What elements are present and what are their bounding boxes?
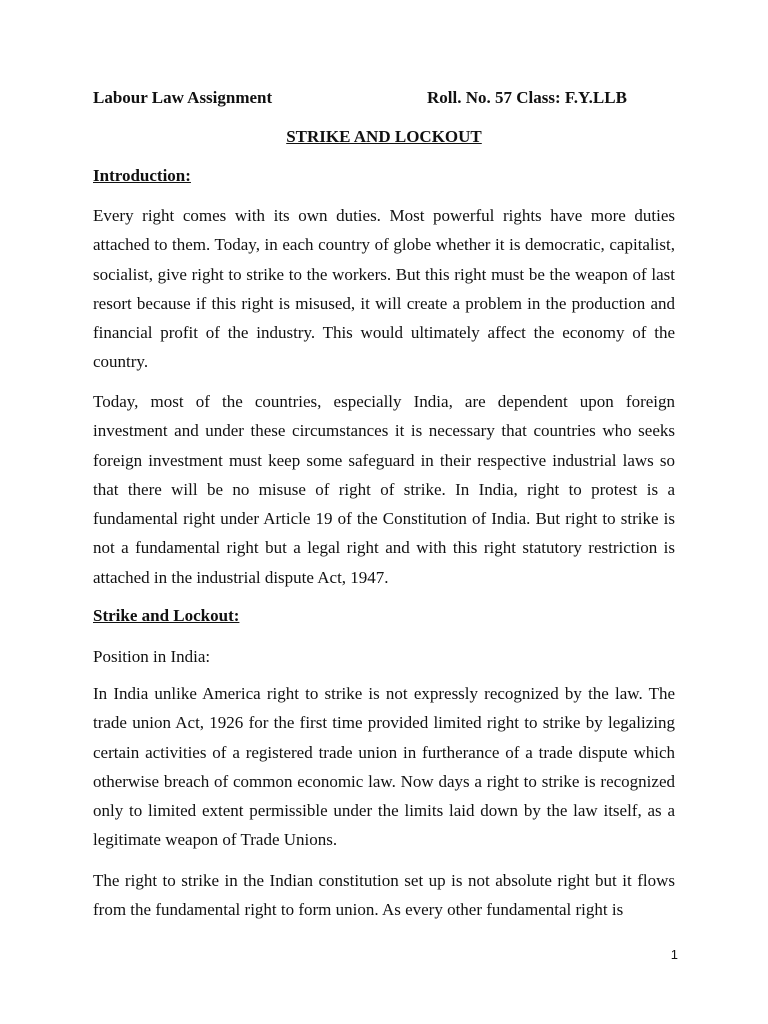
page-header bbox=[93, 87, 683, 109]
page-number: 1 bbox=[670, 947, 678, 962]
introduction-paragraph-2: Today, most of the countries, especially India, are dependent upon foreign investment and under these circumstances it is necessary that countries who seeks foreign investment must keep some safeguard in their respective industrial laws so that there will be no misuse of right of strike. In India, right to protest is a fundamental right under Article 19 of the Constitution of India. But right to strike is not a fundamental right but a legal right and with this right statutory restriction is attached in the industrial dispute Act, 1947. bbox=[93, 392, 675, 587]
document-title: STRIKE AND LOCKOUT bbox=[286, 127, 482, 146]
introduction-paragraph-1: Every right comes with its own duties. Most powerful rights have more duties attached to them. Today, in each country of globe whether it is democratic, capitalist, socialist, give right to strike to the workers. But this right must be the weapon of last resort because if this right is misused, it will create a problem in the production and financial profit of the industry. This would ultimately affect the economy of the country. bbox=[93, 206, 675, 372]
roll-class-info: Roll. No. 57 Class: F.Y.LLB bbox=[427, 88, 627, 107]
position-in-india-subheading: Position in India: bbox=[93, 647, 211, 666]
strike-paragraph-2: The right to strike in the Indian constitution set up is not absolute right but it flows from the fundamental right to form union. As every other fundamental right is bbox=[93, 871, 675, 920]
assignment-title: Labour Law Assignment bbox=[93, 88, 273, 107]
introduction-heading: Introduction: bbox=[93, 166, 191, 185]
strike-paragraph-1: In India unlike America right to strike is not expressly recognized by the law. The trade union Act, 1926 for the first time provided limited right to strike by legalizing certain activities of a registered trade union in furtherance of a trade dispute which otherwise breach of common economic law. Now days a right to strike is recognized only to limited extent permissible under the limits laid down by the law itself, as a legitimate weapon of Trade Unions. bbox=[93, 684, 675, 850]
strike-lockout-heading: Strike and Lockout: bbox=[93, 606, 240, 625]
